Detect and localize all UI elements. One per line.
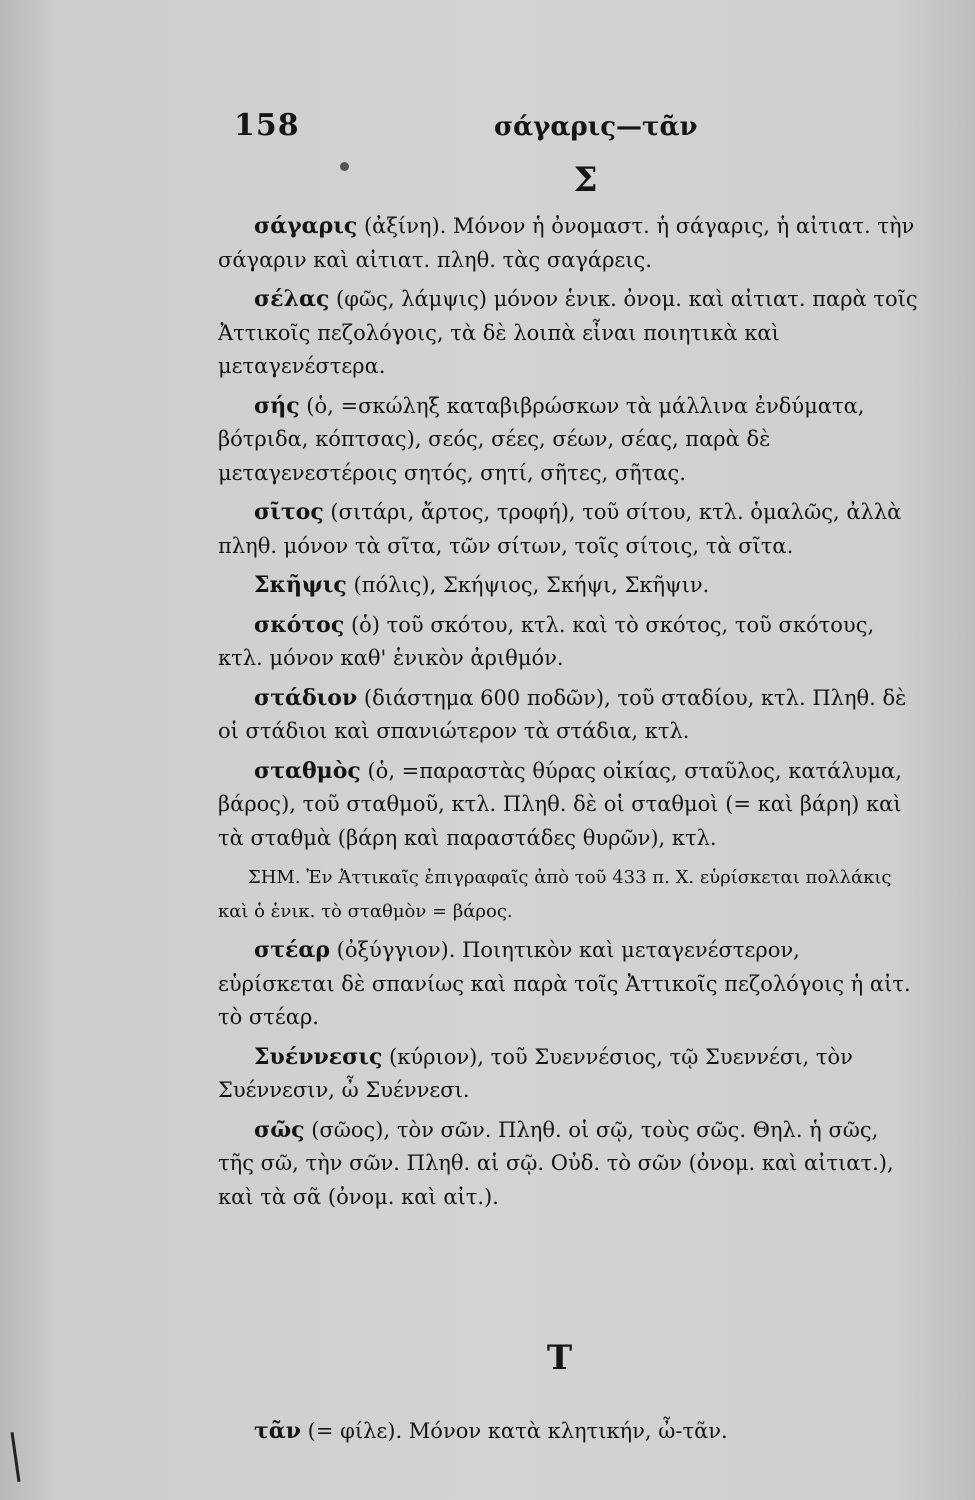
entry bbox=[218, 934, 918, 1035]
running-head: σάγαρις—τᾶν bbox=[494, 112, 698, 142]
margin-mark bbox=[11, 1432, 21, 1482]
entry-text: (ὁ, =παραστὰς θύρας οἰκίας, σταῦλος, κατάλυμα, βάρος), τοῦ σταθμοῦ, κτλ. Πληθ. δὲ οἱ σταθμοὶ (= καὶ βάρη) καὶ τὰ σταθμὰ (βάρη καὶ παραστάδες θυρῶν), κτλ. bbox=[218, 758, 902, 850]
entry-text: (ὁ) τοῦ σκότου, κτλ. καὶ τὸ σκότος, τοῦ σκότους, κτλ. μόνον καθ' ἑνικὸν ἀριθμόν. bbox=[218, 612, 875, 670]
headword: σῖτος bbox=[254, 499, 324, 525]
headword: τᾶν bbox=[254, 1418, 301, 1444]
headword: σέλας bbox=[254, 286, 330, 312]
entry-text: (σῶος), τὸν σῶν. Πληθ. οἱ σῷ, τοὺς σῶς. Θηλ. ἡ σῶς, τῆς σῶ, τὴν σῶν. Πληθ. αἱ σῷ. Οὐδ. τὸ σῶν (ὀνομ. καὶ αἰτιατ.), καὶ τὰ σᾶ (ὀνομ. καὶ αἰτ.). bbox=[218, 1117, 894, 1209]
headword: Σκῆψις bbox=[254, 572, 347, 598]
entry bbox=[218, 569, 918, 603]
headword: στέαρ bbox=[254, 937, 330, 963]
entry-text: (ὁ, =σκώληξ καταβιβρώσκων τὰ μάλλινα ἐνδύματα, βότριδα, κόπτσας), σεός, σέες, σέων, σέας, παρὰ δὲ μεταγενεστέροις σητός, σητί, σῆτες, σῆτας. bbox=[218, 393, 865, 485]
section-letter-sigma: Σ bbox=[573, 160, 598, 200]
entry-text: (πόλις), Σκήψιος, Σκήψι, Σκῆψιν. bbox=[346, 573, 710, 597]
entry bbox=[218, 283, 918, 384]
entry-text: (κύριον), τοῦ Συεννέσιος, τῷ Συεννέσι, τὸν Συέννεσιν, ὦ Συέννεσι. bbox=[218, 1044, 853, 1102]
headword: σής bbox=[254, 392, 300, 419]
entry-text: (φῶς, λάμψις) μόνον ἑνικ. ὀνομ. καὶ αἰτιατ. παρὰ τοῖς Ἀττικοῖς πεζολόγοις, τὰ δὲ λοιπὰ εἶναι ποιητικὰ καὶ μεταγενέστερα. bbox=[218, 287, 918, 378]
entry-text: (ὀξύγγιον). Ποιητικὸν καὶ μεταγενέστερον, εὑρίσκεται δὲ σπανίως καὶ παρὰ τοῖς Ἀττικοῖς πεζολόγοις ἡ αἰτ. τὸ στέαρ. bbox=[218, 938, 911, 1029]
section-letter-tau: Τ bbox=[546, 1338, 573, 1378]
entry-text: ΣΗΜ. Ἐν Ἀττικαῖς ἐπιγραφαῖς ἀπὸ τοῦ 433 π. Χ. εὑρίσκεται πολλάκις καὶ ὁ ἑνικ. τὸ σταθμὸν = βάρος. bbox=[218, 867, 892, 922]
entry bbox=[218, 210, 918, 277]
entry bbox=[218, 755, 918, 856]
headword: σῶς bbox=[254, 1116, 305, 1143]
entry bbox=[218, 390, 918, 491]
entry-text: (= φίλε). Μόνον κατὰ κλητικήν, ὦ-τᾶν. bbox=[301, 1419, 728, 1443]
headword: Συέννεσις bbox=[254, 1043, 383, 1070]
entry-text: (ἀξίνη). Μόνον ἡ ὀνομαστ. ἡ σάγαρις, ἡ αἰτιατ. τὴν σάγαριν καὶ αἰτιατ. πληθ. τὰς σαγάρεις. bbox=[218, 214, 915, 272]
entry-list bbox=[218, 210, 918, 1220]
entry bbox=[218, 1041, 918, 1108]
headword: σκότος bbox=[254, 611, 345, 638]
page-header bbox=[234, 108, 924, 148]
entry-text: (σιτάρι, ἄρτος, τροφή), τοῦ σίτου, κτλ. ὁμαλῶς, ἀλλὰ πληθ. μόνον τὰ σῖτα, τῶν σίτων, τοῖς σίτοις, τὰ σῖτα. bbox=[218, 500, 902, 558]
entry bbox=[218, 1114, 918, 1215]
page-number: 158 bbox=[234, 108, 300, 143]
entry-text: (διάστημα 600 ποδῶν), τοῦ σταδίου, κτλ. Πληθ. δὲ οἱ στάδιοι καὶ σπανιώτερον τὰ στάδια, κτλ. bbox=[218, 685, 907, 743]
headword: στάδιον bbox=[254, 684, 358, 711]
entry-tan bbox=[218, 1415, 918, 1448]
entry bbox=[218, 609, 918, 676]
headword: σάγαρις bbox=[254, 213, 358, 239]
note-entry bbox=[218, 861, 918, 928]
entry bbox=[218, 682, 918, 749]
entry bbox=[218, 496, 918, 563]
headword: σταθμὸς bbox=[254, 757, 361, 784]
